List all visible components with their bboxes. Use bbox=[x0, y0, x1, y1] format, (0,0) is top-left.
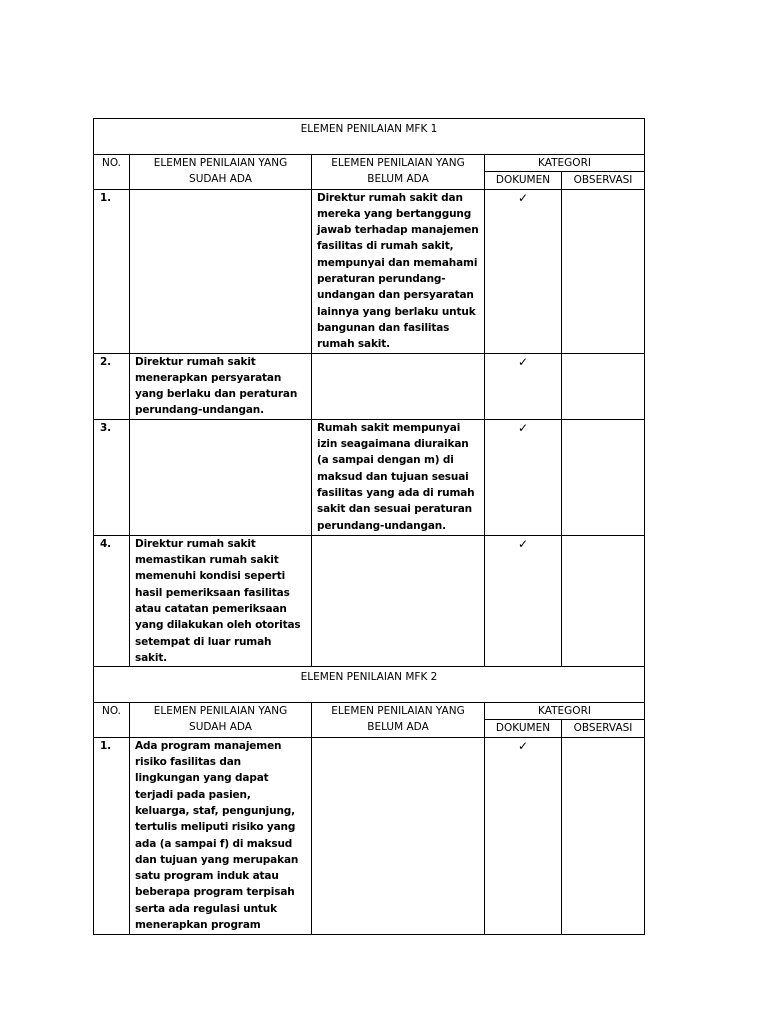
observasi-cell bbox=[562, 189, 645, 353]
belum-ada-cell bbox=[312, 737, 485, 934]
section-title: ELEMEN PENILAIAN MFK 1 bbox=[94, 119, 645, 155]
header-belum-ada: ELEMEN PENILAIAN YANG BELUM ADA bbox=[312, 155, 485, 190]
row-number: 3. bbox=[94, 419, 130, 535]
observasi-cell bbox=[562, 535, 645, 666]
header-no: NO. bbox=[94, 155, 130, 190]
checkmark-icon: ✓ bbox=[485, 737, 562, 934]
header-observasi: OBSERVASI bbox=[562, 720, 645, 737]
table-row bbox=[94, 419, 645, 535]
header-sudah-ada: ELEMEN PENILAIAN YANG SUDAH ADA bbox=[130, 703, 312, 738]
checkmark-icon: ✓ bbox=[485, 535, 562, 666]
belum-ada-cell bbox=[312, 535, 485, 666]
table-row bbox=[94, 353, 645, 419]
sudah-ada-cell: Direktur rumah sakit memastikan rumah sakit memenuhi kondisi seperti hasil pemeriksaan fasilitas atau catatan pemeriksaan yang dilakukan oleh otoritas setempat di luar rumah sakit. bbox=[130, 535, 312, 666]
belum-ada-cell: Direktur rumah sakit dan mereka yang bertanggung jawab terhadap manajemen fasilitas di rumah sakit, mempunyai dan memahami peraturan perundang-undangan dan persyaratan lainnya yang berlaku untuk bangunan dan fasilitas rumah sakit. bbox=[312, 189, 485, 353]
header-dokumen: DOKUMEN bbox=[485, 720, 562, 737]
header-no: NO. bbox=[94, 703, 130, 738]
observasi-cell bbox=[562, 419, 645, 535]
observasi-cell bbox=[562, 737, 645, 934]
belum-ada-cell bbox=[312, 353, 485, 419]
header-kategori: KATEGORI bbox=[485, 155, 645, 172]
section-title: ELEMEN PENILAIAN MFK 2 bbox=[94, 667, 645, 703]
section-title-row bbox=[94, 667, 645, 703]
table-row bbox=[94, 189, 645, 353]
header-row bbox=[94, 703, 645, 720]
sudah-ada-cell: Ada program manajemen risiko fasilitas dan lingkungan yang dapat terjadi pada pasien, keluarga, staf, pengunjung, tertulis meliputi risiko yang ada (a sampai f) di maksud dan tujuan yang merupakan satu program induk atau beberapa program terpisah serta ada regulasi untuk menerapkan program bbox=[130, 737, 312, 934]
header-row bbox=[94, 155, 645, 172]
sudah-ada-cell bbox=[130, 189, 312, 353]
checkmark-icon: ✓ bbox=[485, 353, 562, 419]
section-title-row bbox=[94, 119, 645, 155]
header-sudah-ada: ELEMEN PENILAIAN YANG SUDAH ADA bbox=[130, 155, 312, 190]
table-row bbox=[94, 535, 645, 666]
observasi-cell bbox=[562, 353, 645, 419]
assessment-table bbox=[93, 118, 645, 935]
header-belum-ada: ELEMEN PENILAIAN YANG BELUM ADA bbox=[312, 703, 485, 738]
row-number: 2. bbox=[94, 353, 130, 419]
table-row bbox=[94, 737, 645, 934]
header-kategori: KATEGORI bbox=[485, 703, 645, 720]
belum-ada-cell: Rumah sakit mempunyai izin seagaimana diuraikan (a sampai dengan m) di maksud dan tujuan sesuai fasilitas yang ada di rumah sakit dan sesuai peraturan perundang-undangan. bbox=[312, 419, 485, 535]
sudah-ada-cell bbox=[130, 419, 312, 535]
row-number: 1. bbox=[94, 737, 130, 934]
header-observasi: OBSERVASI bbox=[562, 172, 645, 189]
row-number: 1. bbox=[94, 189, 130, 353]
checkmark-icon: ✓ bbox=[485, 189, 562, 353]
row-number: 4. bbox=[94, 535, 130, 666]
checkmark-icon: ✓ bbox=[485, 419, 562, 535]
header-dokumen: DOKUMEN bbox=[485, 172, 562, 189]
sudah-ada-cell: Direktur rumah sakit menerapkan persyaratan yang berlaku dan peraturan perundang-undangan. bbox=[130, 353, 312, 419]
